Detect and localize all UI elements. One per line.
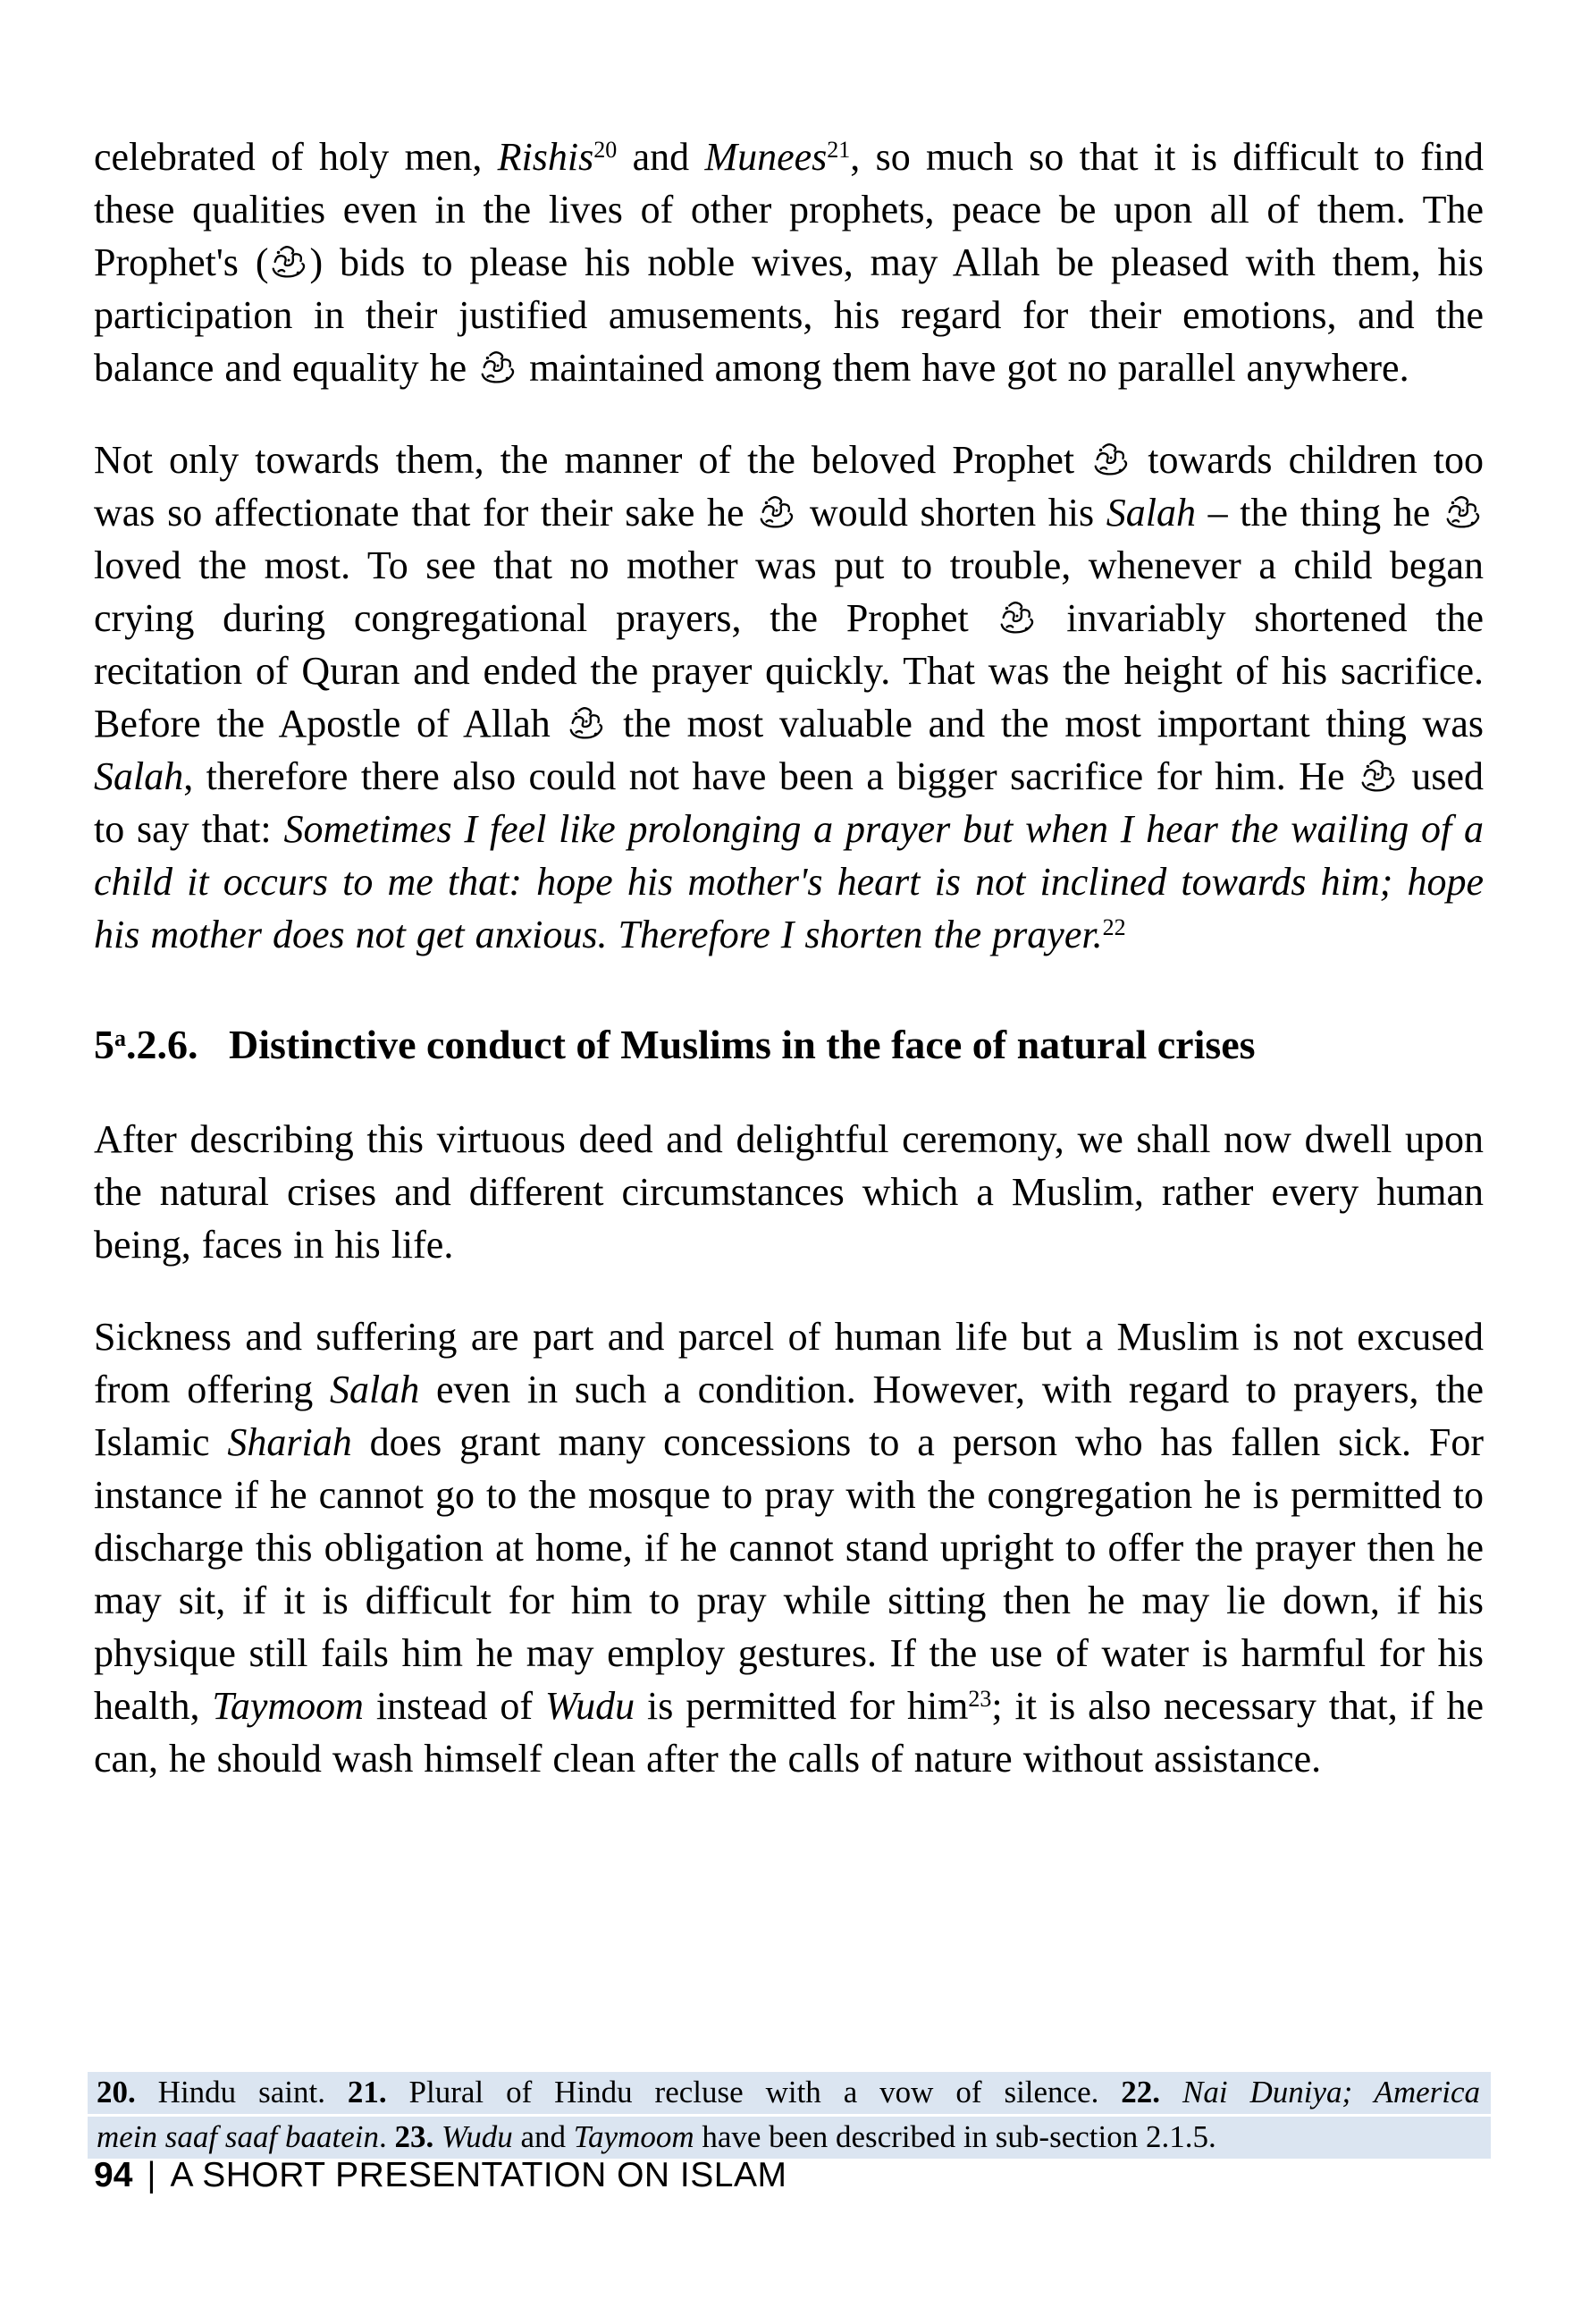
page-number: 94 — [94, 2156, 133, 2194]
text-segment — [433, 2119, 442, 2154]
pbuh-icon — [997, 598, 1038, 637]
text-segment: Salah — [1106, 491, 1196, 535]
text-segment: 22. — [1121, 2075, 1161, 2109]
text-segment: Wudu — [441, 2119, 513, 2154]
text-segment: would shorten his — [797, 491, 1106, 535]
text-segment: Nai Duniya; America — [1182, 2075, 1481, 2109]
text-segment: 20. — [97, 2075, 136, 2109]
text-segment: towards children too was so affectionate that for their sake he — [94, 438, 1484, 535]
text-segment: and — [617, 135, 705, 179]
pbuh-icon — [268, 242, 309, 282]
text-segment: – the thing he — [1195, 491, 1443, 535]
text-segment: Salah — [330, 1368, 420, 1411]
text-segment: Hindu saint. — [135, 2075, 348, 2109]
text-segment: .2.6. Distinctive conduct of Muslims in the face of natural crises — [126, 1022, 1256, 1067]
text-segment: Wudu — [544, 1684, 635, 1728]
text-segment: , therefore there also could not have been a bigger sacrifice for him. He — [183, 754, 1358, 798]
pbuh-icon — [477, 348, 518, 387]
text-segment: 22 — [1102, 914, 1126, 940]
text-segment: maintained among them have got no parallel anywhere. — [518, 346, 1409, 390]
section-heading — [94, 1018, 1484, 1072]
paragraph-4 — [94, 1310, 1484, 1785]
pbuh-icon — [1358, 756, 1399, 796]
text-segment: 5 — [94, 1022, 114, 1067]
text-segment: instead of — [363, 1684, 545, 1728]
footnotes-block — [88, 2072, 1491, 2159]
paragraph-1 — [94, 131, 1484, 394]
text-segment: have been described in sub-section 2.1.5. — [694, 2119, 1216, 2154]
book-title: A SHORT PRESENTATION ON ISLAM — [170, 2156, 787, 2194]
page-footer — [94, 2156, 786, 2195]
text-segment: Sickness and suffering are part and parcel of human life but a Muslim is not excused from offering — [94, 1315, 1484, 1411]
footnote-line-1 — [88, 2072, 1491, 2114]
footer-separator: | — [147, 2156, 156, 2194]
text-segment: 21. — [347, 2075, 387, 2109]
paragraph-3 — [94, 1113, 1484, 1271]
text-segment: Sometimes I feel like prolonging a prayer but when I hear the wailing of a child it occurs to me that: hope his mother's heart is not inclined towards him; hope his mother does not get anxious. Therefore I shorten the prayer. — [94, 807, 1484, 956]
text-segment: . — [378, 2119, 395, 2154]
text-segment: the most valuable and the most important thing was — [607, 702, 1484, 745]
footnote-line-2 — [88, 2117, 1491, 2159]
text-segment: loved the most. To see that no mother was put to trouble, whenever a child began crying during congregational prayers, the Prophet — [94, 543, 1484, 640]
text-segment: Shariah — [227, 1420, 352, 1464]
text-segment: ) bids to please his noble wives, may Allah be pleased with them, his participation in their justified amusements, his regard for their emotions, and the balance and equality he — [94, 240, 1484, 390]
text-segment: does grant many concessions to a person who has fallen sick. For instance if he cannot go to the mosque to pray with the congregation he is permitted to discharge this obligation at home, if he cannot stand upright to offer the prayer then he may sit, if it is difficult for him to pray while sitting then he may lie down, if his physique still fails him he may employ gestures. If the use of water is harmful for his health, — [94, 1420, 1485, 1728]
text-segment: and — [512, 2119, 574, 2154]
text-segment: Not only towards them, the manner of the beloved Prophet — [94, 438, 1091, 482]
text-segment: ; it is also necessary that, if he can, he should wash himself clean after the calls of nature without assistance. — [94, 1684, 1484, 1781]
pbuh-icon — [756, 493, 797, 532]
text-segment: Taymoom — [573, 2119, 694, 2154]
text-segment: a — [114, 1024, 126, 1051]
text-segment: used to say that: — [94, 754, 1485, 851]
pbuh-icon — [1090, 440, 1131, 479]
text-segment: Rishis — [497, 135, 594, 179]
text-segment: , so much so that it is difficult to find these qualities even in the lives of other prophets, peace be upon all of them. The Prophet's ( — [94, 135, 1484, 284]
text-segment: 20 — [593, 136, 618, 163]
text-segment: is permitted for him — [635, 1684, 969, 1728]
text-segment: 23 — [968, 1685, 992, 1712]
pbuh-icon — [566, 703, 607, 743]
text-segment: After describing this virtuous deed and delightful ceremony, we shall now dwell upon the natural crises and different circumstances which a Muslim, rather every human being, faces in his life. — [94, 1117, 1484, 1267]
text-segment: celebrated of holy men, — [94, 135, 498, 179]
text-segment: Salah — [94, 754, 184, 798]
text-segment: mein saaf saaf baatein — [97, 2119, 379, 2154]
text-segment — [1160, 2075, 1182, 2109]
text-segment: invariably shortened the recitation of Quran and ended the prayer quickly. That was the height of his sacrifice. Before the Apostle of Allah — [94, 596, 1484, 745]
paragraph-2 — [94, 434, 1484, 961]
text-segment: Taymoom — [212, 1684, 364, 1728]
text-segment: 21 — [827, 136, 851, 163]
text-segment: even in such a condition. However, with regard to prayers, the Islamic — [94, 1368, 1484, 1464]
pbuh-icon — [1443, 493, 1484, 532]
text-segment: Munees — [704, 135, 828, 179]
text-segment: Plural of Hindu recluse with a vow of silence. — [386, 2075, 1122, 2109]
text-segment: 23. — [394, 2119, 434, 2154]
page-content — [94, 131, 1484, 1824]
